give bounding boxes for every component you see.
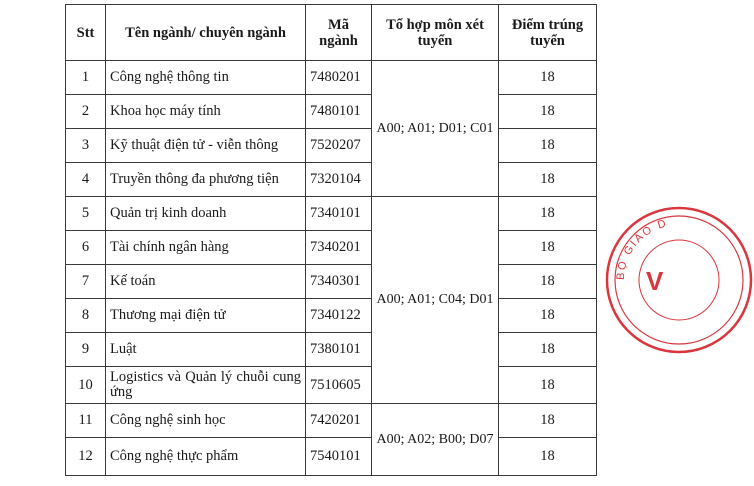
seal-arc-text: BỘ GIÁO D <box>614 217 670 281</box>
row-stt: 6 <box>66 231 106 265</box>
header-score: Điểm trúng tuyển <box>499 5 597 61</box>
table-header-row <box>66 5 597 61</box>
row-name: Truyền thông đa phương tiện <box>106 163 306 197</box>
row-stt: 9 <box>66 333 106 367</box>
admission-score-table <box>65 4 597 476</box>
official-seal-stamp <box>604 205 754 355</box>
table-row <box>66 197 597 231</box>
seal-outer-ring <box>607 208 751 352</box>
seal-initial: V <box>646 266 664 296</box>
row-code: 7340122 <box>306 299 372 333</box>
row-code: 7340201 <box>306 231 372 265</box>
table-row <box>66 438 597 476</box>
row-name: Luật <box>106 333 306 367</box>
row-stt: 4 <box>66 163 106 197</box>
table-row <box>66 333 597 367</box>
combo-group-3: A00; A02; B00; D07 <box>372 404 499 476</box>
row-code: 7480101 <box>306 95 372 129</box>
header-name: Tên ngành/ chuyên ngành <box>106 5 306 61</box>
table-row <box>66 163 597 197</box>
header-combo: Tổ hợp môn xét tuyển <box>372 5 499 61</box>
row-stt: 2 <box>66 95 106 129</box>
row-score: 18 <box>499 438 597 476</box>
table-row <box>66 299 597 333</box>
row-stt: 7 <box>66 265 106 299</box>
table-row <box>66 61 597 95</box>
table-row <box>66 265 597 299</box>
combo-group-2: A00; A01; C04; D01 <box>372 197 499 404</box>
row-stt: 11 <box>66 404 106 438</box>
row-name: Kỹ thuật điện tử - viễn thông <box>106 129 306 163</box>
row-code: 7540101 <box>306 438 372 476</box>
row-score: 18 <box>499 231 597 265</box>
row-name: Kế toán <box>106 265 306 299</box>
header-stt: Stt <box>66 5 106 61</box>
row-code: 7420201 <box>306 404 372 438</box>
row-score: 18 <box>499 197 597 231</box>
row-score: 18 <box>499 367 597 404</box>
row-code: 7380101 <box>306 333 372 367</box>
row-name: Logistics và Quản lý chuỗi cung ứng <box>106 367 306 404</box>
table-row <box>66 404 597 438</box>
row-score: 18 <box>499 333 597 367</box>
row-stt: 1 <box>66 61 106 95</box>
row-score: 18 <box>499 299 597 333</box>
row-score: 18 <box>499 265 597 299</box>
row-code: 7510605 <box>306 367 372 404</box>
row-score: 18 <box>499 95 597 129</box>
row-code: 7340301 <box>306 265 372 299</box>
row-code: 7480201 <box>306 61 372 95</box>
row-score: 18 <box>499 163 597 197</box>
row-stt: 10 <box>66 367 106 404</box>
row-stt: 5 <box>66 197 106 231</box>
row-score: 18 <box>499 129 597 163</box>
row-name: Thương mại điện tử <box>106 299 306 333</box>
row-name: Quản trị kinh doanh <box>106 197 306 231</box>
header-code: Mã ngành <box>306 5 372 61</box>
row-name: Khoa học máy tính <box>106 95 306 129</box>
row-name: Công nghệ sinh học <box>106 404 306 438</box>
table-row <box>66 231 597 265</box>
row-stt: 12 <box>66 438 106 476</box>
combo-group-1: A00; A01; D01; C01 <box>372 61 499 197</box>
row-name: Công nghệ thông tin <box>106 61 306 95</box>
row-stt: 3 <box>66 129 106 163</box>
row-code: 7320104 <box>306 163 372 197</box>
row-name: Công nghệ thực phẩm <box>106 438 306 476</box>
row-score: 18 <box>499 61 597 95</box>
row-code: 7340101 <box>306 197 372 231</box>
row-name: Tài chính ngân hàng <box>106 231 306 265</box>
row-score: 18 <box>499 404 597 438</box>
table-row <box>66 129 597 163</box>
row-code: 7520207 <box>306 129 372 163</box>
row-stt: 8 <box>66 299 106 333</box>
table-row <box>66 367 597 404</box>
table-row <box>66 95 597 129</box>
